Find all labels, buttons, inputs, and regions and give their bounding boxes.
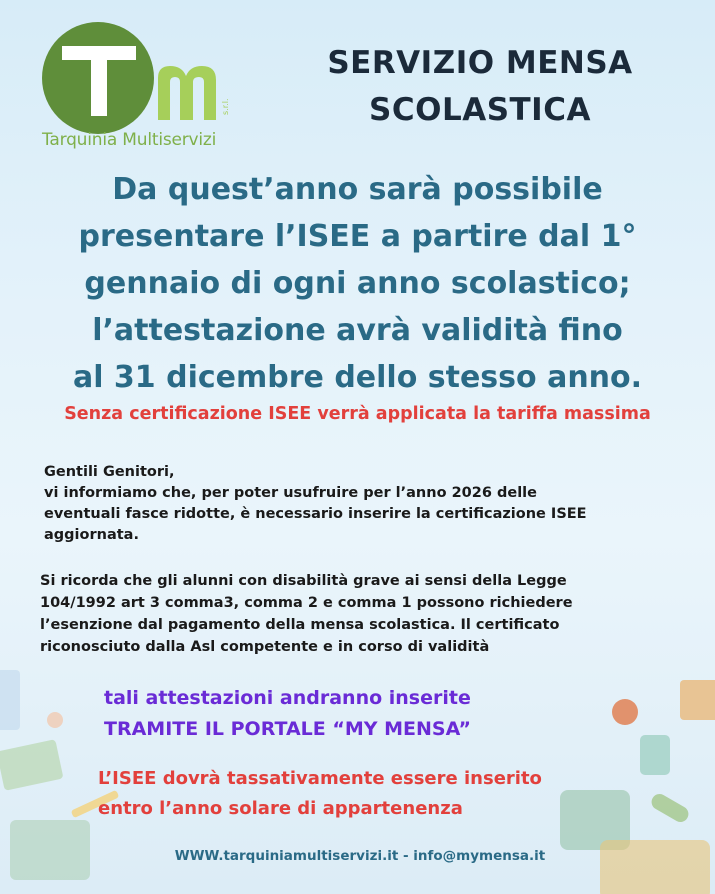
title-line-2: SCOLASTICA	[369, 92, 591, 128]
logo-m-letter	[158, 66, 216, 120]
company-logo	[40, 20, 250, 160]
deco-notebook-left	[0, 670, 20, 730]
headline-line: l’attestazione avrà validità fino	[92, 313, 623, 348]
logo-mark	[40, 20, 250, 135]
deco-laptop-right	[680, 680, 715, 720]
logo-suffix: s.r.l.	[221, 98, 230, 115]
parents-notice	[44, 462, 684, 546]
disability-notice	[40, 570, 700, 658]
paragraph-line: eventuali fasce ridotte, è necessario inserire la certificazione ISEE	[44, 506, 587, 522]
portal-instruction	[104, 683, 624, 745]
title-line-1: SERVIZIO MENSA	[327, 45, 633, 81]
headline-line: gennaio di ogni anno scolastico;	[84, 266, 631, 301]
portal-line-2: TRAMITE IL PORTALE “MY MENSA”	[104, 718, 472, 740]
logo-t-stem	[91, 46, 107, 116]
warning-text: Senza certificazione ISEE verrà applicata la tariffa massima	[64, 404, 651, 424]
page-title	[290, 40, 670, 134]
headline	[20, 166, 695, 401]
paragraph-line: aggiornata.	[44, 527, 139, 543]
portal-line-1: tali attestazioni andranno inserite	[104, 687, 471, 709]
logo-brand-text: Tarquinia Multiservizi	[42, 130, 217, 150]
paragraph-line: Gentili Genitori,	[44, 464, 175, 480]
headline-line: Da quest’anno sarà possibile	[112, 172, 603, 207]
deadline-line-2: entro l’anno solare di appartenenza	[98, 798, 463, 819]
deadline-line-1: L’ISEE dovrà tassativamente essere inserito	[98, 768, 542, 789]
paragraph-line: riconosciuto dalla Asl competente e in corso di validità	[40, 639, 490, 655]
deco-book-left	[0, 739, 64, 791]
paragraph-line: 104/1992 art 3 comma3, comma 2 e comma 1 possono richiedere	[40, 595, 573, 611]
deadline-note	[98, 764, 658, 824]
headline-line: al 31 dicembre dello stesso anno.	[72, 360, 643, 395]
footer-contacts[interactable]: WWW.tarquiniamultiservizi.it - info@mymensa.it	[174, 848, 546, 864]
paragraph-line: Si ricorda che gli alunni con disabilità grave ai sensi della Legge	[40, 573, 567, 589]
headline-line: presentare l’ISEE a partire dal 1°	[78, 219, 637, 254]
paragraph-line: l’esenzione dal pagamento della mensa scolastica. Il certificato	[40, 617, 560, 633]
paragraph-line: vi informiamo che, per poter usufruire per l’anno 2026 delle	[44, 485, 537, 501]
deco-dot-left	[47, 712, 63, 728]
